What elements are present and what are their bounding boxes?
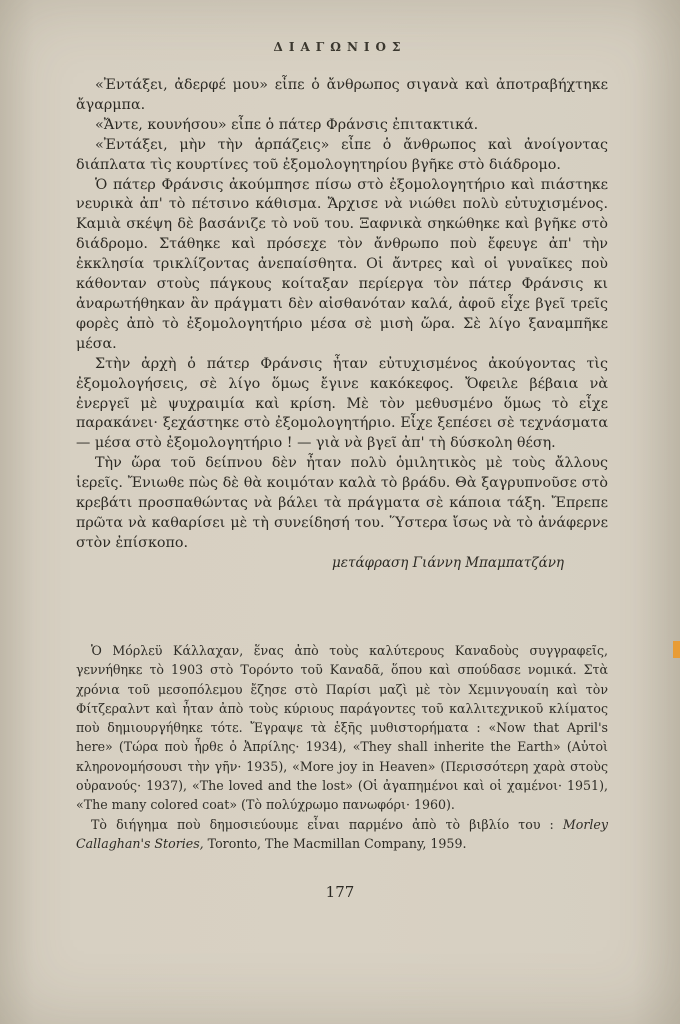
journal-title: ΔΙΑΓΩΝΙΟΣ xyxy=(273,40,407,54)
author-bio-note: Ὁ Μόρλεϋ Κάλλαχαν, ἕνας ἀπὸ τοὺς καλύτερους Καναδοὺς συγγραφεῖς, γεννήθηκε τὸ 1903 στὸ Τορόντο τοῦ Καναδᾶ, ὅπου καὶ σπούδασε νομικά. Στὰ χρόνια τοῦ μεσοπόλεμου ἔζησε στὸ Παρίσι μαζὶ μὲ τὸν Χεμινγουαίη καὶ τὸν Φίτζεραλντ καὶ ἦταν ἀπὸ τοὺς κύριους παράγοντες τοῦ καλλιτεχνικοῦ κλίματος ποὺ δημιουργήθηκε τότε. Ἔγραψε τὰ ἑξῆς μυθιστορήματα : «Now that April's here» (Τώρα ποὺ ἦρθε ὁ Ἀπρίλης· 1934), «They shall inherite the Earth» (Αὐτοὶ κληρονομήσουσι τὴν γῆν· 1935), «More joy in Heaven» (Περισσότερη χαρὰ στοὺς οὐρανούς· 1937), «The loved and the lost» (Οἱ ἀγαπημένοι καὶ οἱ χαμένοι· 1951), «The many colored coat» (Τὸ πολύχρωμο πανωφόρι· 1960). xyxy=(76,643,608,813)
source-note-text: Τὸ διήγημα ποὺ δημοσιεύουμε εἶναι παρμένο ἀπὸ τὸ βιβλίο του : xyxy=(91,816,563,832)
story-paragraph: «Ἐντάξει, ἀδερφέ μου» εἶπε ὁ ἄνθρωπος σιγανὰ καὶ ἀποτραβήχτηκε ἄγαρμπα. xyxy=(76,77,608,113)
source-note xyxy=(76,815,608,854)
translator-credit: μετάφραση Γιάννη Μπαμπατζάνη xyxy=(331,554,564,571)
edge-mark xyxy=(673,641,680,658)
editorial-notes-block xyxy=(76,641,608,853)
source-note-publisher: Toronto, The Macmillan Company, 1959. xyxy=(203,835,467,851)
book-title: Morley Callaghan's Stories, xyxy=(76,816,608,851)
page-number: 177 xyxy=(325,883,355,901)
story-paragraph: Ὁ πάτερ Φράνσις ἀκούμπησε πίσω στὸ ἐξομολογητήριο καὶ πιάστηκε νευρικὰ ἀπ' τὸ πέτσινο κάθισμα. Ἄρχισε νὰ νιώθει πολὺ εὐτυχισμένος. Καμιὰ σκέψη δὲ βασάνιζε τὸ νοῦ του. Ξαφνικὰ σηκώθηκε καὶ βγῆκε στὸ διάδρομο. Στάθηκε καὶ πρόσεχε τὸν ἄνθρωπο ποὺ ἔφευγε ἀπ' τὴν ἐκκλησία τρικλίζοντας ἀνεπαίσθητα. Οἱ ἄντρες καὶ οἱ γυναῖκες ποὺ κάθονταν στοὺς πάγκους κοίταξαν περίεργα τὸν πάτερ Φράνσις κι ἀναρωτήθηκαν ἂν πράγματι δὲν αἰσθανόταν καλά, ἀφοῦ εἶχε βγεῖ τρεῖς φορὲς ἀπὸ τὸ ἐξομολογητήριο μέσα σὲ μισὴ ὥρα. Σὲ λίγο ξαναμπῆκε μέσα. xyxy=(76,176,608,352)
story-paragraph: «Ἄντε, κουνήσου» εἶπε ὁ πάτερ Φράνσις ἐπιτακτικά. xyxy=(95,116,479,133)
story-paragraph: «Ἐντάξει, μὴν τὴν ἁρπάζεις» εἶπε ὁ ἄνθρωπος καὶ ἀνοίγοντας διάπλατα τὶς κουρτίνες τοῦ ἐξομολογητηρίου βγῆκε στὸ διάδρομο. xyxy=(76,136,608,173)
story-paragraph: Στὴν ἀρχὴ ὁ πάτερ Φράνσις ἦταν εὐτυχισμένος ἀκούγοντας τὶς ἐξομολογήσεις, σὲ λίγο ὅμως ἔγινε κακόκεφος. Ὄφειλε βέβαια νὰ ἐνεργεῖ μὲ ψυχραιμία καὶ κρίση. Μὲ τὸν μεθυσμένο ὅμως τὸ εἶχε παρακάνει· ξεχάστηκε στὸ ἐξομολογητήριο. Εἶχε ξεπέσει σὲ τεχνάσματα — μέσα στὸ ἐξομολογητήριο ! — γιὰ νὰ βγεῖ ἀπ' τὴ δύσκολη θέση. xyxy=(76,355,608,452)
story-paragraph: Τὴν ὥρα τοῦ δείπνου δὲν ἦταν πολὺ ὁμιλητικὸς μὲ τοὺς ἄλλους ἱερεῖς. Ἔνιωθε πὼς δὲ θὰ κοιμόταν καλὰ τὸ βράδυ. Θὰ ξαγρυπνοῦσε στὸ κρεβάτι προσπαθώντας νὰ βάλει τὰ πράγματα σὲ κάποια τάξη. Ἔπρεπε πρῶτα νὰ καθαρίσει μὲ τὴ συνείδησή του. Ὕστερα ἴσως νὰ τὸ ἀνάφερνε στὸν ἐπίσκοπο. xyxy=(76,455,608,551)
story-text-block xyxy=(76,76,608,574)
